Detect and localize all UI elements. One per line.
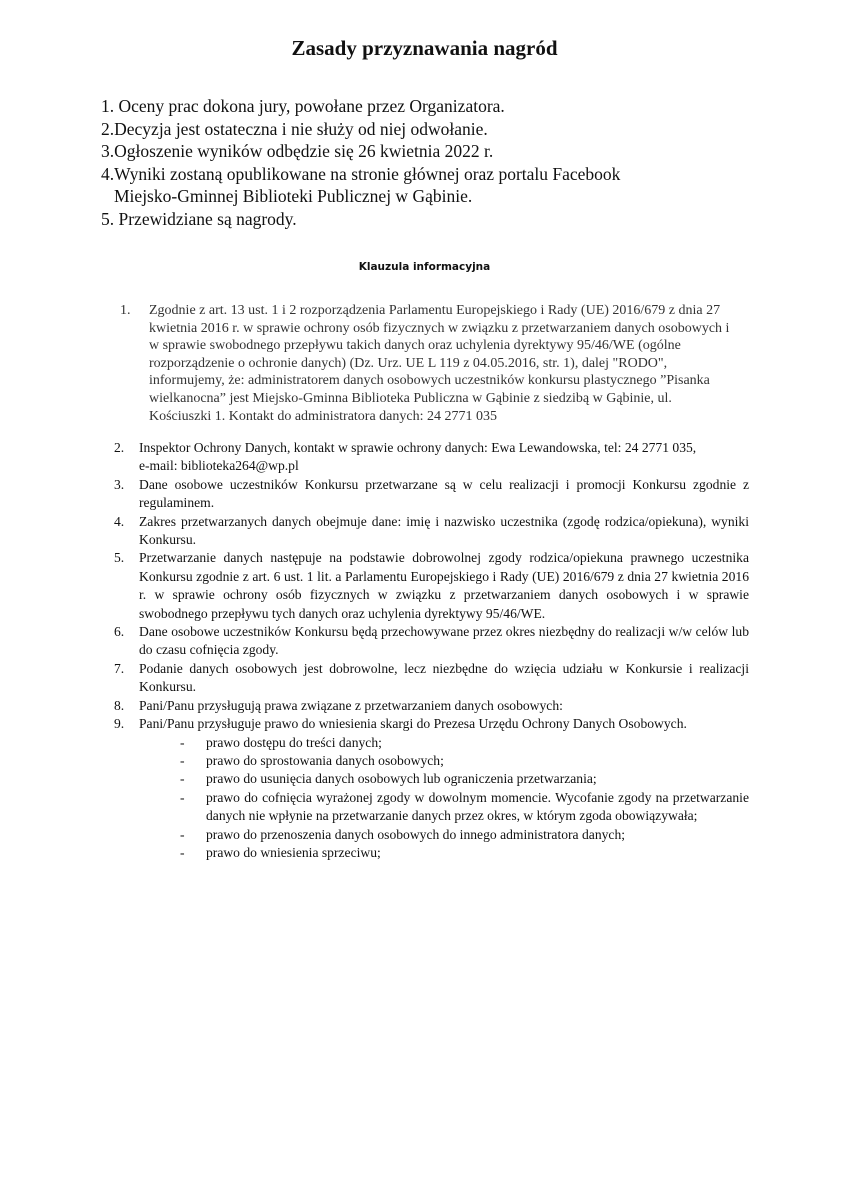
rule-item: 5. Przewidziane są nagrody. xyxy=(101,208,297,229)
clause-item xyxy=(114,660,749,697)
clause-item-text: Przetwarzanie danych następuje na podstawie dobrowolnej zgody rodzica/opiekuna prawnego uczestnika Konkursu zgodnie z art. 6 ust. 1 lit. a Parlamentu Europejskiego i Rady (UE) 2016/679 z dnia 27 kwietnia 2016 r. w sprawie ochrony osób fizycznych w związku z przetwarzaniem danych osobowych i w sprawie swobodnego przepływu tych danych oraz uchylenia dyrektywy 95/46/WE. xyxy=(139,550,749,621)
clause-item-text: Podanie danych osobowych jest dobrowolne, lecz niezbędne do wzięcia udziału w Konkursie i realizacji Konkursu. xyxy=(139,660,749,695)
dash-bullet: - xyxy=(180,826,185,842)
clause-item-text: Dane osobowe uczestników Konkursu będą przechowywane przez okres niezbędny do realizacji w/w celów lub do czasu cofnięcia zgody. xyxy=(139,624,749,658)
rule-item: 2.Decyzja jest ostateczna i nie służy od niej odwołanie. xyxy=(101,118,488,139)
rights-item-text: prawo do usunięcia danych osobowych lub ograniczenia przetwarzania; xyxy=(206,771,597,787)
clause-item-number: 8. xyxy=(114,697,125,713)
clause-item xyxy=(114,513,749,550)
dash-bullet: - xyxy=(180,771,185,787)
clause-item xyxy=(114,623,749,660)
clause-item-number: 1. xyxy=(120,303,131,318)
clause-item-text: Zgodnie z art. 13 ust. 1 i 2 rozporządzenia Parlamentu Europejskiego i Rady (UE) 2016/679 z dnia 27 kwietnia 2016 r. w sprawie ochrony osób fizycznych w związku z przetwarzaniem danych osobowych i w sprawie swobodnego przepływu takich danych oraz uchylenia dyrektywy 95/46/WE (ogólne rozporządzenie o ochronie danych) (Dz. Urz. UE L 119 z 04.05.2016, str. 1), dalej "RODO", informujemy, że: administratorem danych osobowych uczestników konkursu plastycznego ”Pisanka wielkanocna” jest Miejsko-Gminna Biblioteka Publiczna w Gąbinie z siedzibą w Gąbinie, ul. Kościuszki 1. Kontakt do administratora danych: 24 2771 035 xyxy=(149,303,730,424)
dash-bullet: - xyxy=(180,844,185,860)
dash-bullet: - xyxy=(180,789,185,805)
page-title: Zasady przyznawania nagród xyxy=(291,36,558,60)
clause-item-number: 9. xyxy=(114,716,125,732)
dash-bullet: - xyxy=(180,734,185,750)
clause-item-text: Pani/Panu przysługuje prawo do wniesienia skargi do Prezesa Urzędu Ochrony Danych Osobowych. xyxy=(139,716,687,732)
clause-item xyxy=(114,697,749,715)
rights-item xyxy=(180,770,749,788)
clause-item-number: 7. xyxy=(114,660,125,676)
clause-item-1 xyxy=(120,302,730,425)
rights-item-text: prawo do sprostowania danych osobowych; xyxy=(206,752,444,768)
rule-item: 1. Oceny prac dokona jury, powołane przez Organizatora. xyxy=(101,96,505,116)
clause-item xyxy=(114,439,749,476)
clause-item xyxy=(114,549,749,623)
clause-item-number: 3. xyxy=(114,476,125,492)
rights-item xyxy=(180,826,749,844)
dash-bullet: - xyxy=(180,752,185,768)
clause-item-text: Pani/Panu przysługują prawa związane z przetwarzaniem danych osobowych: xyxy=(139,697,563,713)
clause-item xyxy=(114,476,749,513)
clause-item-number: 5. xyxy=(114,550,125,566)
clause-item xyxy=(114,715,749,733)
clause-item-number: 2. xyxy=(114,440,125,455)
clause-heading: Klauzula informacyjna xyxy=(358,261,491,273)
rule-item-continuation: Miejsko-Gminnej Biblioteki Publicznej w Gąbinie. xyxy=(114,186,473,206)
rights-item-text: prawo do cofnięcia wyrażonej zgody w dowolnym momencie. Wycofanie zgody na przetwarzanie danych nie wpłynie na przetwarzanie danych przez okres, w którym zgoda obowiązywała; xyxy=(206,789,749,824)
rule-item: 3.Ogłoszenie wyników odbędzie się 26 kwietnia 2022 r. xyxy=(101,141,494,161)
rights-item xyxy=(180,844,749,862)
rights-item xyxy=(180,734,749,752)
clause-item-text: Inspektor Ochrony Danych, kontakt w sprawie ochrony danych: Ewa Lewandowska, tel: 24 2771 035, xyxy=(139,440,697,455)
award-rules-list xyxy=(101,95,620,230)
rights-item-text: prawo do przenoszenia danych osobowych do innego administratora danych; xyxy=(206,826,626,842)
rights-item xyxy=(180,789,749,826)
rights-item-text: prawo dostępu do treści danych; xyxy=(206,734,382,750)
clause-item-number: 4. xyxy=(114,513,125,529)
clause-item-text: Zakres przetwarzanych danych obejmuje dane: imię i nazwisko uczestnika (zgodę rodzica/opiekuna), wyniki Konkursu. xyxy=(139,513,749,548)
clause-list xyxy=(114,439,749,862)
clause-item-email: e-mail: biblioteka264@wp.pl xyxy=(139,458,299,474)
rule-item: 4.Wyniki zostaną opublikowane na stronie głównej oraz portalu Facebook xyxy=(101,163,621,184)
clause-item-number: 6. xyxy=(114,624,125,640)
rights-item xyxy=(180,752,749,770)
clause-item-text: Dane osobowe uczestników Konkursu przetwarzane są w celu realizacji i promocji Konkursu zgodnie z regulaminem. xyxy=(139,476,749,511)
rights-item-text: prawo do wniesienia sprzeciwu; xyxy=(206,844,381,860)
